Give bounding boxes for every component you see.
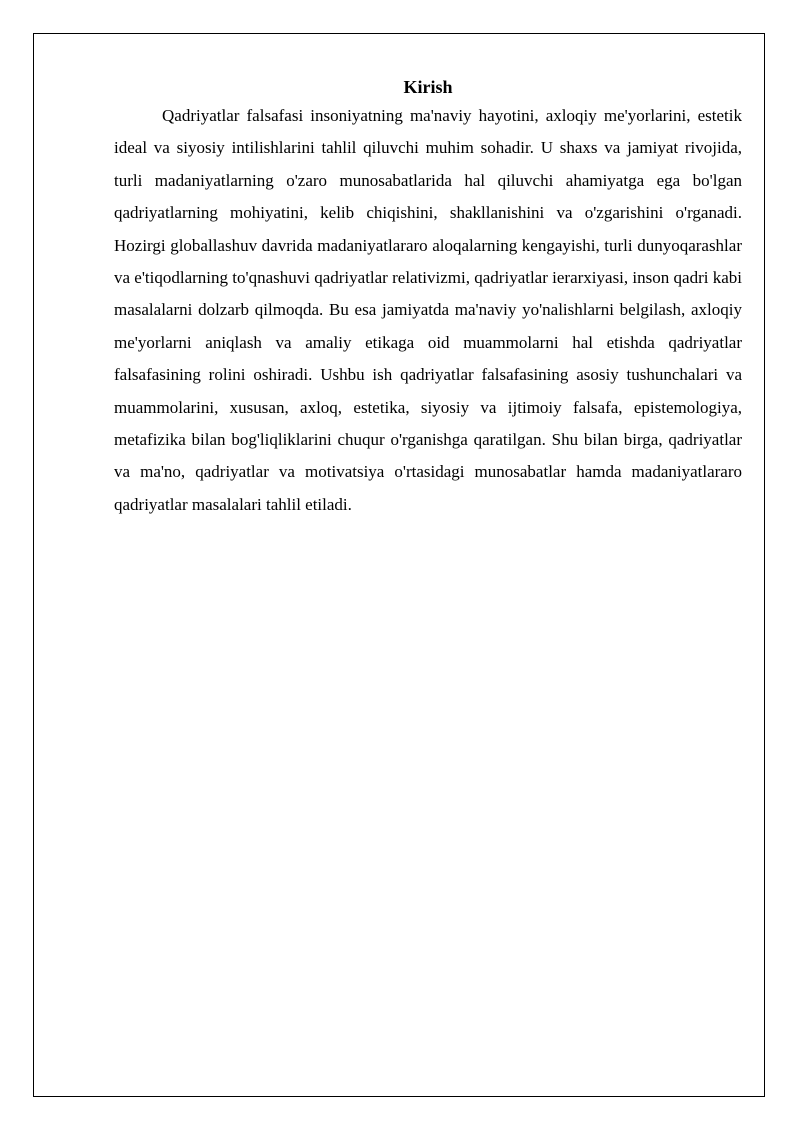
intro-paragraph: Qadriyatlar falsafasi insoniyatning ma'naviy hayotini, axloqiy me'yorlarini, estetik ideal va siyosiy intilishlarini tahlil qiluvchi muhim sohadir. U shaxs va jamiyat rivojida, turli madaniyatlarning o'zaro munosabatlarida hal qiluvchi ahamiyatga ega bo'lgan qadriyatlarning mohiyatini, kelib chiqishini, shakllanishini va o'zgarishini o'rganadi. Hozirgi globallashuv davrida madaniyatlararo aloqalarning kengayishi, turli dunyoqarashlar va e'tiqodlarning to'qnashuvi qadriyatlar relativizmi, qadriyatlar ierarxiyasi, inson qadri kabi masalalarni dolzarb qilmoqda. Bu esa jamiyatda ma'naviy yo'nalishlarni belgilash, axloqiy me'yorlarni aniqlash va amaliy etikaga oid muammolarni hal etishda qadriyatlar falsafasining rolini oshiradi. Ushbu ish qadriyatlar falsafasining asosiy tushunchalari va muammolarini, xususan, axloq, estetika, siyosiy va ijtimoiy falsafa, epistemologiya, metafizika bilan bog'liqliklarini chuqur o'rganishga qaratilgan. Shu bilan birga, qadriyatlar va ma'no, qadriyatlar va motivatsiya o'rtasidagi munosabatlar hamda madaniyatlararo qadriyatlar masalalari tahlil etiladi.	[114, 106, 742, 514]
page-content	[114, 74, 742, 521]
section-title: Kirish	[403, 77, 453, 97]
